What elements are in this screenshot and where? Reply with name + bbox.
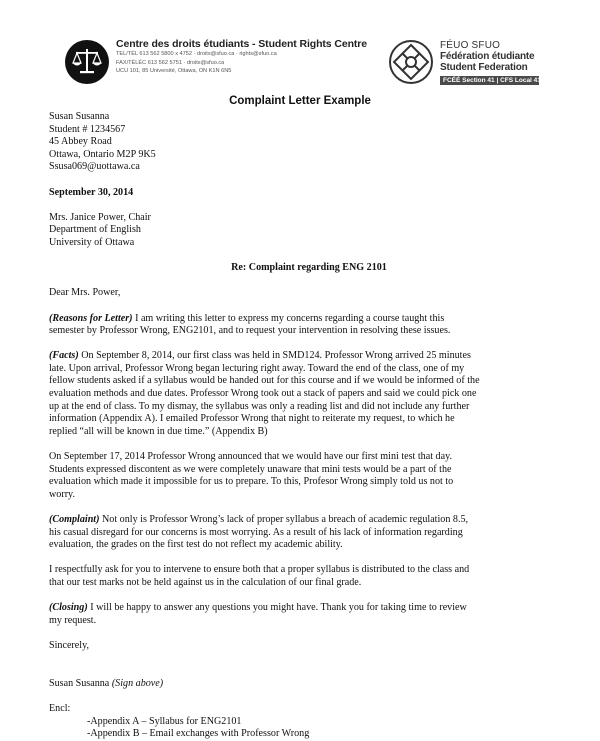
- sender-line: Ottawa, Ontario M2P 9K5: [49, 148, 156, 160]
- letter-date: September 30, 2014: [49, 186, 134, 198]
- sfuo-logo: [388, 39, 434, 85]
- contact-line: TEL/TÉL 613 562 5800 x 4752 · droits@sfuo.ca · rights@sfuo.ca: [116, 51, 277, 57]
- paragraph-complaint: [49, 514, 569, 552]
- paragraph-closing: [49, 602, 569, 627]
- paragraph-line: my request.: [49, 614, 97, 626]
- paragraph-line: evaluation which made it impossible for us to prepare. To this, Profesor Wrong simply told us not to: [49, 476, 454, 488]
- sender-line: Ssusa069@uottawa.ca: [49, 161, 140, 173]
- contact-line: FAX/TÉLÉC 613 562 5751 · droits@sfuo.ca: [116, 59, 225, 66]
- letter-body: [49, 111, 569, 741]
- sender-line: Student # 1234567: [49, 123, 126, 135]
- paragraph-line: evaluation methods and due dates. Professor Wrong took out a stack of papers and said we could pick one: [49, 388, 477, 400]
- sender-line: Susan Susanna: [49, 111, 110, 122]
- signature-line: [49, 678, 569, 691]
- letterhead: [0, 0, 600, 90]
- enclosures-label: Encl:: [49, 702, 71, 714]
- student-federation-info: [440, 40, 539, 85]
- centre-name: Centre des droits étudiants - Student Rights Centre: [116, 38, 368, 50]
- enclosure-item: -Appendix B – Email exchanges with Professor Wrong: [87, 728, 310, 740]
- enclosure-item: -Appendix A – Syllabus for ENG2101: [87, 715, 242, 727]
- federation-name-fr: Fédération étudiante: [440, 51, 535, 62]
- paragraph-line: On September 17, 2014 Professor Wrong announced that we would have our first mini test that day.: [49, 451, 452, 463]
- sender-address: [49, 111, 569, 174]
- paragraph-mini-test: [49, 451, 569, 501]
- paragraph-line: worry.: [49, 488, 75, 500]
- valediction: Sincerely,: [49, 639, 89, 651]
- recipient-line: University of Ottawa: [49, 236, 135, 248]
- paragraph-line: late. Upon arrival, Professor Wrong began lecturing right away. Toward the end of the class, one of my: [49, 362, 465, 374]
- recipient-address: [49, 212, 569, 250]
- recipient-line: Mrs. Janice Power, Chair: [49, 211, 151, 223]
- paragraph-reasons: [49, 313, 569, 338]
- paragraph-line: I am writing this letter to express my concerns regarding a course taught this: [132, 312, 445, 324]
- paragraph-line: that our test marks not be held against us in the calculation of our final grade.: [49, 576, 362, 588]
- paragraph-line: I will be happy to answer any questions you might have. Thank you for taking time to review: [87, 602, 467, 614]
- paragraph-facts: [49, 350, 569, 438]
- paragraph-line: I respectfully ask for you to intervene to ensure both that a proper syllabus is distributed to the class and: [49, 564, 470, 576]
- paragraph-line: information (Appendix A). I emailed Professor Wrong that night to reiterate my request, to which he: [49, 413, 455, 425]
- paragraph-line: fellow students asked if a syllabus would be handed out for this course and if we would be informed of the: [49, 375, 480, 387]
- paragraph-label: (Complaint): [49, 514, 100, 525]
- signature-name: Susan Susanna: [49, 677, 112, 689]
- federation-name-en: Student Federation: [440, 62, 528, 73]
- paragraph-line: Students expressed discontent as we were completely unaware that mini tests would be a part of the: [49, 463, 452, 475]
- sender-line: 45 Abbey Road: [49, 136, 112, 148]
- federation-section-badge: FCÉÉ Section 41 | CFS Local 41: [440, 76, 539, 85]
- scales-of-justice-logo: [64, 39, 110, 85]
- paragraph-line: replied “all will be known in due time.” (Appendix B): [49, 425, 268, 437]
- paragraph-request: [49, 564, 569, 589]
- paragraph-line: his casual disregard for our concerns is most worrying. As a result of his lack of information regarding: [49, 526, 463, 538]
- subject-line: Re: Complaint regarding ENG 2101: [231, 262, 387, 274]
- paragraph-line: semester by Professor Wrong, ENG2101, and to request your intervention in resolving these issues.: [49, 325, 451, 337]
- paragraph-line: On September 8, 2014, our first class was held in SMD124. Professor Wrong arrived 25 minutes: [78, 350, 471, 362]
- federation-acronyms: FÉUO SFUO: [440, 40, 501, 51]
- paragraph-line: evaluation, the grades on the first test do not reflect my academic ability.: [49, 539, 343, 551]
- paragraph-label: (Reasons for Letter): [49, 312, 133, 324]
- paragraph-line: Not only is Professor Wrong’s lack of proper syllabus a breach of academic regulation 8.5,: [99, 514, 469, 525]
- student-rights-centre-info: [116, 38, 367, 76]
- contact-line: UCU 101, 85 Université, Ottawa, ON K1N 6N5: [116, 68, 232, 75]
- signature-note: (Sign above): [111, 677, 164, 689]
- document-title: Complaint Letter Example: [229, 95, 371, 107]
- paragraph-label: (Closing): [49, 602, 88, 614]
- salutation: Dear Mrs. Power,: [49, 287, 121, 299]
- paragraph-label: (Facts): [49, 350, 79, 362]
- paragraph-line: up at the end of class. To my dismay, the syllabus was only a reading list and did not include any further: [49, 400, 470, 412]
- recipient-line: Department of English: [49, 224, 141, 236]
